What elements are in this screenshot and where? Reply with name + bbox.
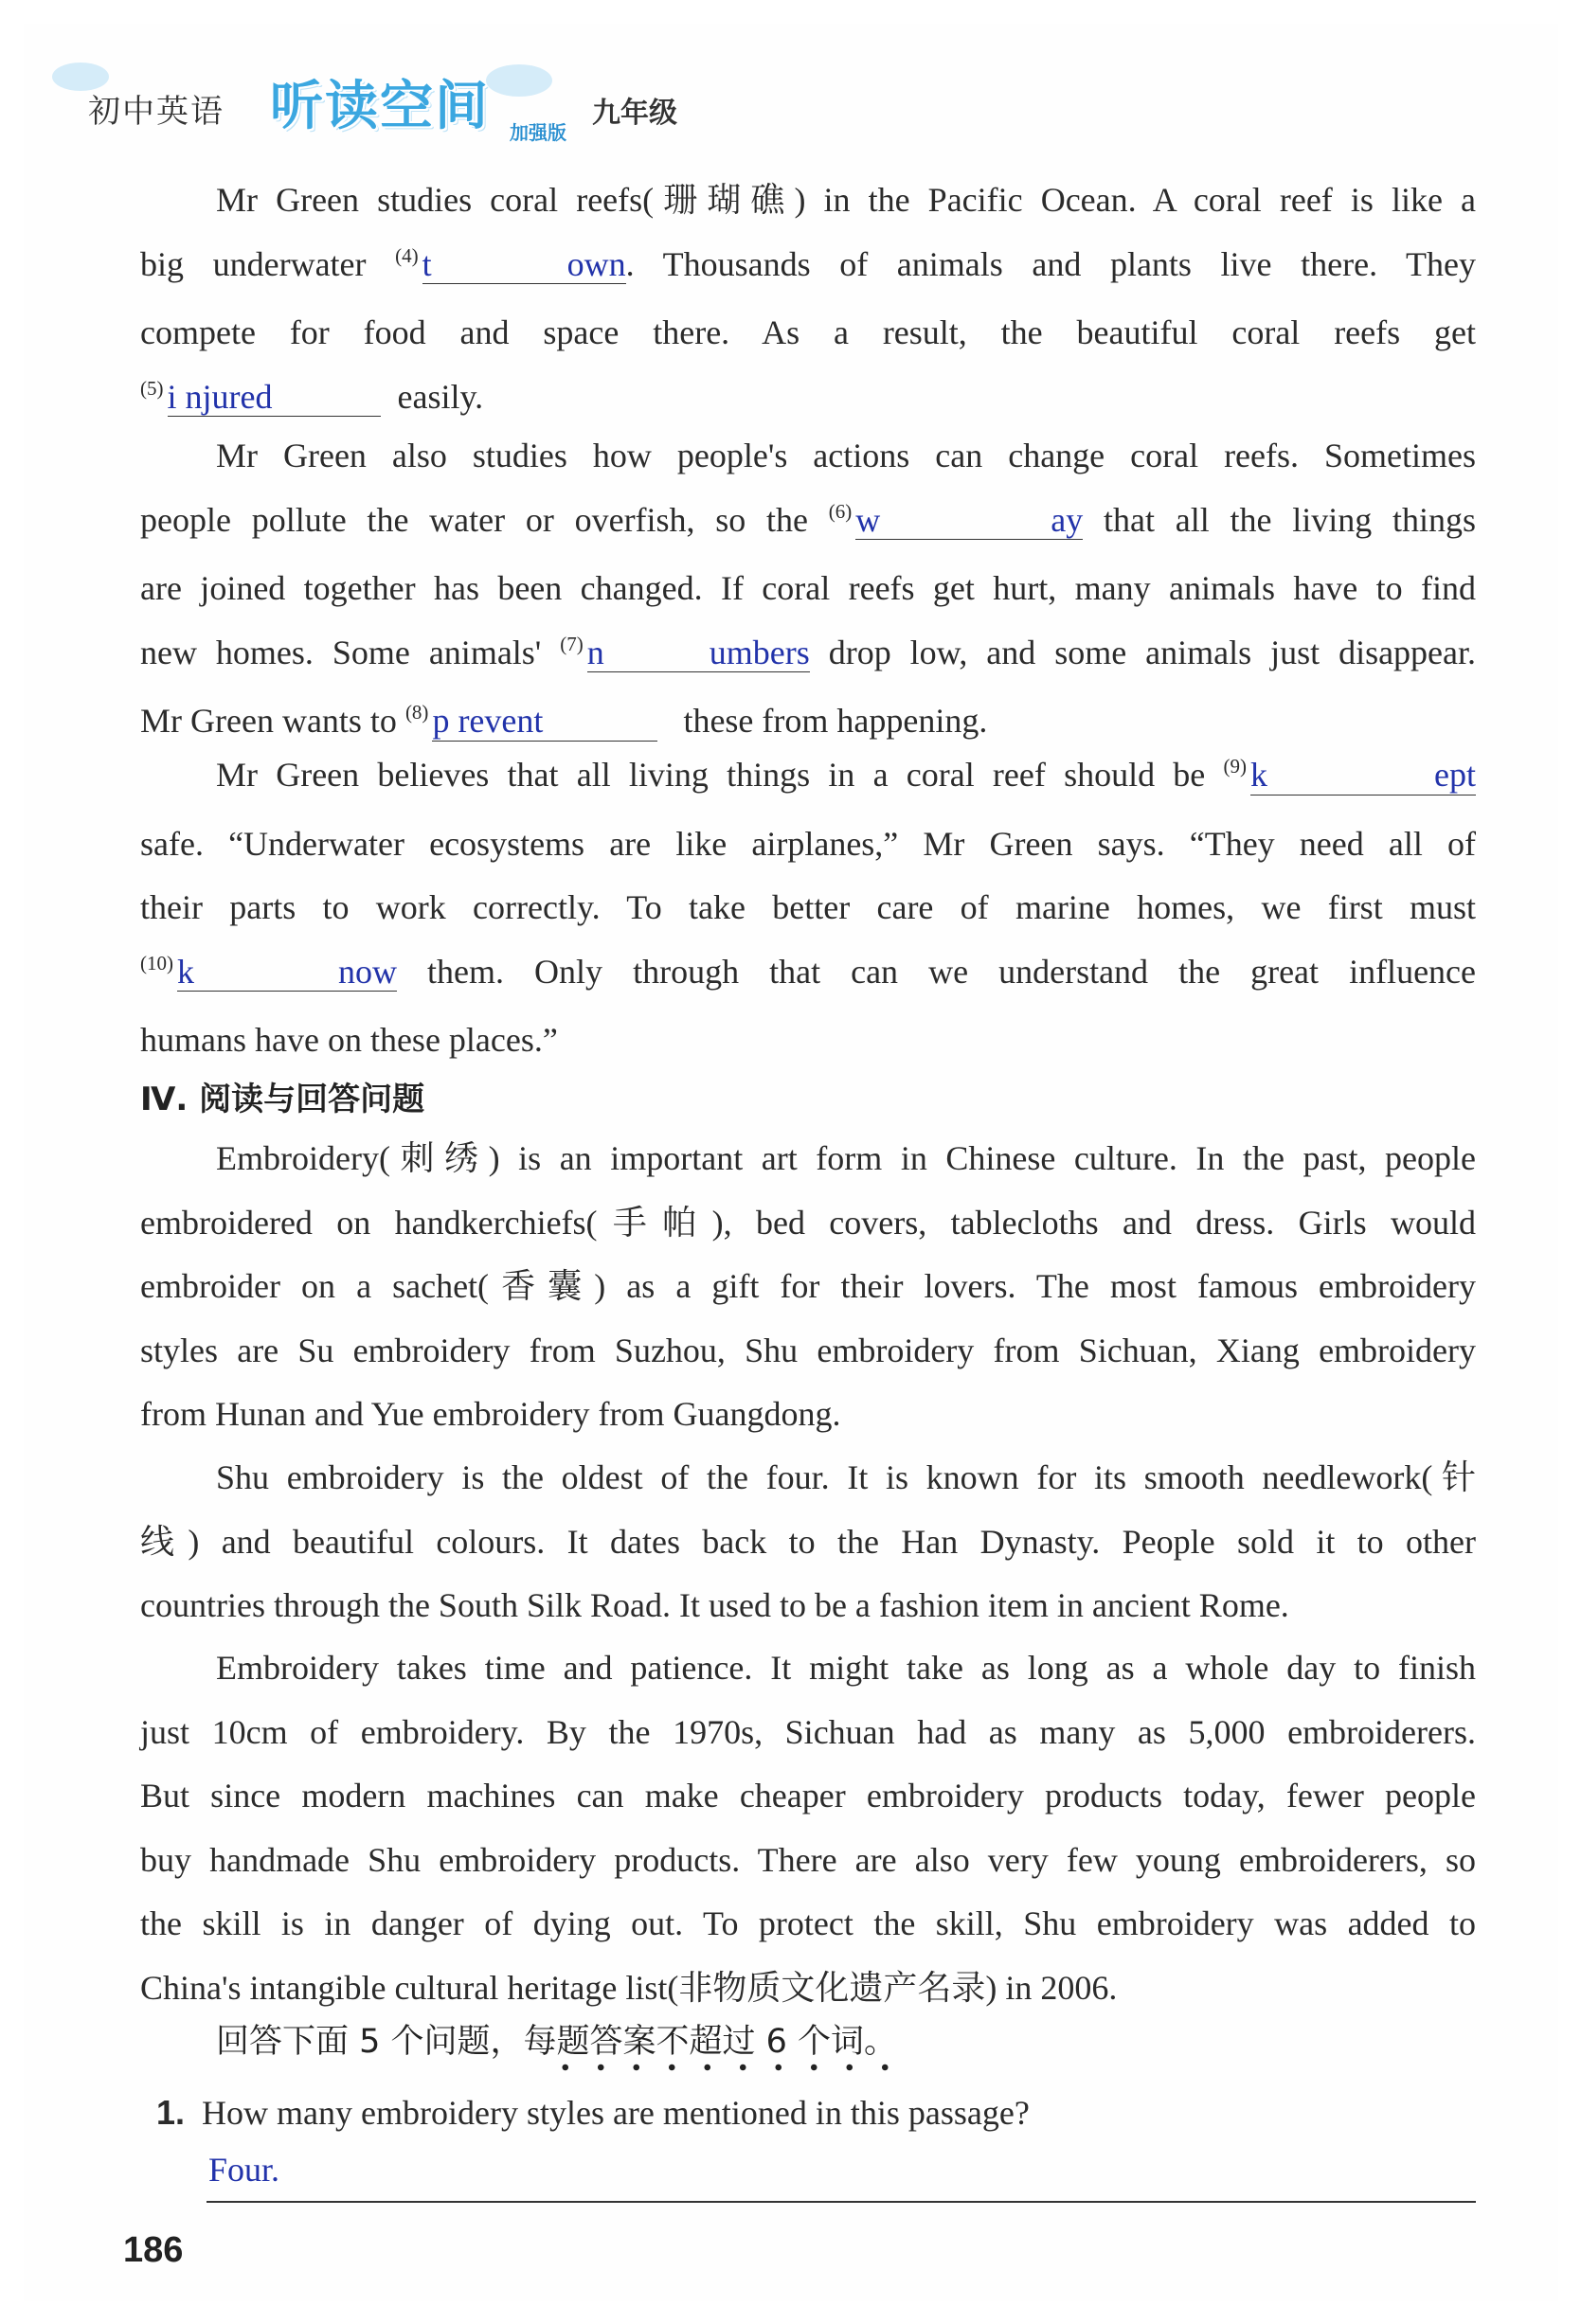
text-line [140, 489, 1476, 558]
answer-blank-8[interactable] [432, 703, 657, 742]
text-fragment: that all the living things [1104, 500, 1476, 539]
text-line [140, 743, 1476, 813]
grade-label: 九年级 [592, 97, 677, 130]
text-line: Embroidery(刺绣) is an important art form in Chinese culture. In the past, people [216, 1139, 1476, 1177]
blank-number: (4) [395, 243, 419, 267]
answer-blank-6[interactable] [855, 502, 1083, 541]
embroidery-paragraph-2 [140, 1446, 1476, 1638]
answer-blank-5[interactable] [168, 379, 381, 418]
page-number: 186 [123, 2230, 184, 2270]
text-line: their parts to work correctly. To take better care of marine homes, we first must [140, 888, 1476, 926]
blank-number: (8) [404, 701, 429, 724]
text-line: safe. “Underwater ecosystems are like airplanes,” Mr Green says. “They need all of [140, 824, 1476, 863]
text-line: the skill is in danger of dying out. To protect the skill, Shu embroidery was added to [140, 1904, 1476, 1942]
blank-number: (5) [140, 376, 164, 400]
answer-text: i njured [167, 377, 273, 416]
text-fragment: big underwater [140, 244, 367, 283]
coral-paragraph-3 [140, 743, 1476, 1073]
book-logo: 听读空间 [270, 76, 490, 137]
text-line: embroidered on handkerchiefs(手帕), bed covers, tablecloths and dress. Girls would [140, 1203, 1476, 1242]
text-line: Mr Green also studies how people's actions can change coral reefs. Sometimes [216, 437, 1476, 474]
answer-text: k now [177, 952, 397, 991]
cloud-decoration [486, 64, 552, 97]
text-line: Embroidery takes time and patience. It might take as long as a whole day to finish [216, 1649, 1476, 1687]
answer-text: k ept [1250, 756, 1476, 794]
edition-label: 加强版 [510, 121, 566, 144]
text-line: China's intangible cultural heritage list(非物质文化遗产名录) in 2006. [140, 1968, 1118, 2007]
text-line: But since modern machines can make cheaper embroidery products today, fewer people [140, 1777, 1476, 1815]
text-line [140, 940, 1476, 1010]
text-fragment: Mr Green wants to [140, 702, 397, 740]
text-fragment: easily. [397, 377, 484, 416]
answer-text: t own [422, 244, 626, 283]
text-fragment: people pollute the water or overfish, so the [140, 500, 809, 539]
answer-text: n umbers [586, 633, 810, 671]
text-line: Shu embroidery is the oldest of the four. It is known for its smooth needlework(针 [216, 1458, 1476, 1496]
blank-number: (7) [560, 632, 584, 655]
embroidery-paragraph-3 [140, 1636, 1476, 2020]
blank-number: (6) [828, 499, 853, 523]
series-title: 初中英语 [88, 93, 225, 131]
embroidery-paragraph-1 [140, 1127, 1476, 1447]
coral-paragraph-1 [140, 169, 1476, 434]
emphasis-dots [548, 2063, 907, 2072]
text-line: countries through the South Silk Road. It used to be a fashion item in ancient Rome. [140, 1586, 1289, 1624]
answer-blank-4[interactable] [422, 246, 626, 285]
coral-paragraph-2 [140, 424, 1476, 759]
answer-blank-10[interactable] [177, 954, 397, 992]
text-line [140, 621, 1476, 690]
question-1-answer[interactable]: Four. [208, 2151, 280, 2189]
text-fragment: these from happening. [683, 702, 988, 740]
section-title: Ⅳ. 阅读与回答问题 [140, 1081, 425, 1118]
text-line [140, 233, 1476, 302]
blank-number: (10) [140, 951, 173, 974]
question-text: How many embroidery styles are mentioned in this passage? [202, 2094, 1030, 2132]
text-line: are joined together has been changed. If coral reefs get hurt, many animals have to find [140, 569, 1476, 607]
question-instruction: 回答下面 5 个问题，每题答案不超过 6 个词。 [216, 2023, 898, 2061]
text-line: humans have on these places.” [140, 1021, 558, 1059]
answer-line [207, 2201, 1476, 2203]
answer-blank-7[interactable] [587, 635, 810, 673]
text-fragment: new homes. Some animals' [140, 633, 542, 671]
text-fragment: . Thousands of animals and plants live there. They [625, 244, 1476, 283]
text-line: embroider on a sachet(香囊) as a gift for their lovers. The most famous embroidery [140, 1267, 1476, 1305]
text-line: just 10cm of embroidery. By the 1970s, Sichuan had as many as 5,000 embroiderers. [140, 1712, 1476, 1751]
question-1 [156, 2093, 1030, 2133]
text-fragment: Mr Green believes that all living things in a coral reef should be [216, 756, 1206, 794]
text-line: styles are Su embroidery from Suzhou, Shu embroidery from Sichuan, Xiang embroidery [140, 1331, 1476, 1369]
text-line: Mr Green studies coral reefs(珊瑚礁) in the Pacific Ocean. A coral reef is like a [216, 181, 1476, 219]
text-line: buy handmade Shu embroidery products. There are also very few young embroiderers, so [140, 1840, 1476, 1879]
text-fragment: them. Only through that can we understand the great influence [427, 952, 1476, 991]
answer-text: w ay [855, 500, 1084, 539]
text-line: 线) and beautiful colours. It dates back to the Han Dynasty. People sold it to other [140, 1522, 1476, 1561]
blank-number: (9) [1223, 755, 1247, 778]
text-line: compete for food and space there. As a result, the beautiful coral reefs get [140, 313, 1476, 351]
question-number: 1. [156, 2093, 186, 2132]
answer-blank-9[interactable] [1250, 757, 1476, 796]
text-line: from Hunan and Yue embroidery from Guangdong. [140, 1395, 841, 1433]
text-fragment: drop low, and some animals just disappear. [828, 633, 1477, 671]
answer-text: p revent [432, 702, 544, 740]
